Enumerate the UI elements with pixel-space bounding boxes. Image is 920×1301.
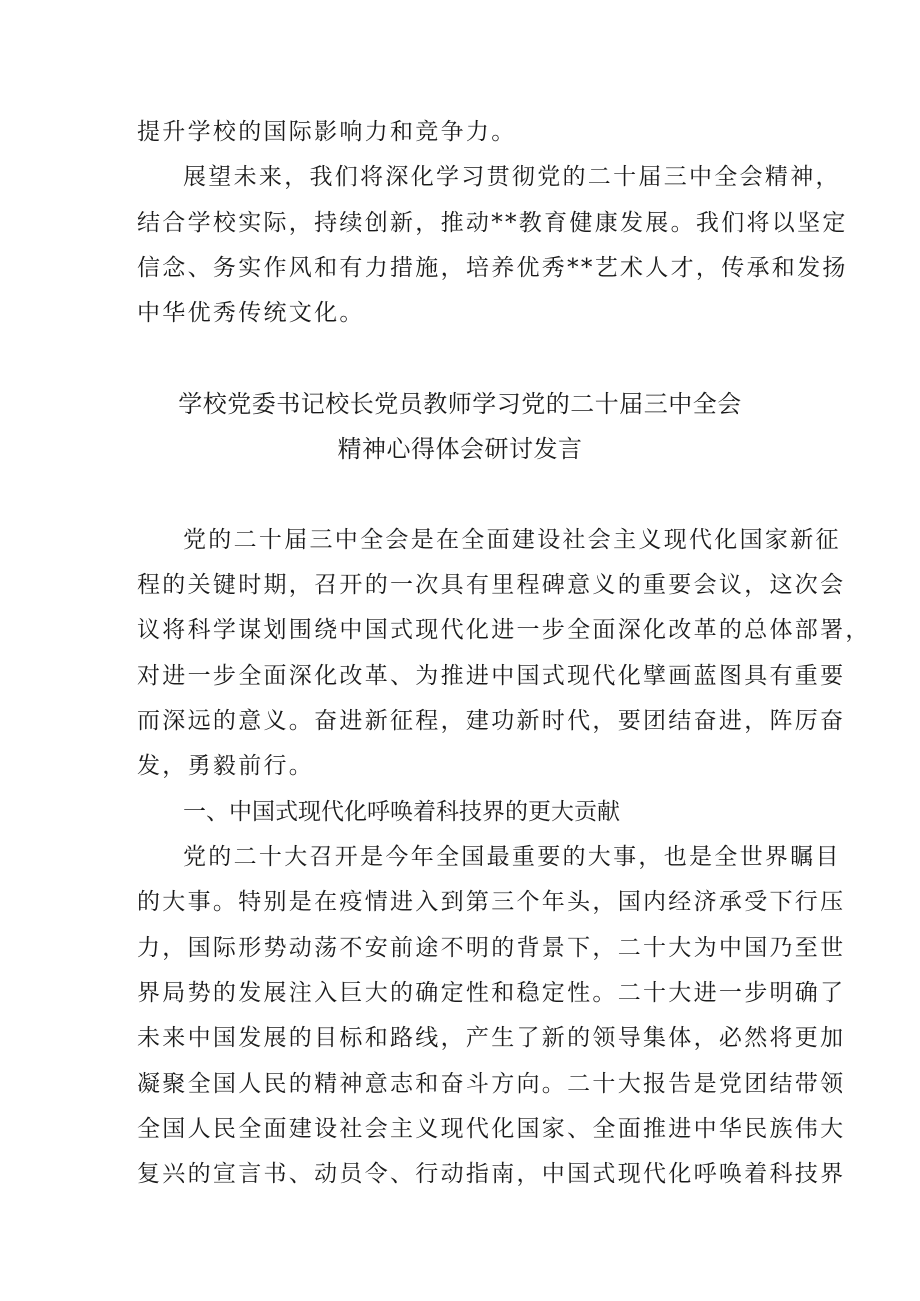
paragraph1-line-5: 而深远的意义。奋进新征程，建功新时代，要团结奋进，阵厉奋 [137, 708, 846, 734]
intro-line-1: 提升学校的国际影响力和竞争力。 [137, 119, 517, 145]
paragraph2-line-2: 的大事。特别是在疫情进入到第三个年头，国内经济承受下行压 [137, 889, 846, 915]
intro-line-3: 结合学校实际，持续创新，推动**教育健康发展。我们将以坚定 [137, 210, 848, 236]
paragraph1-line-2: 程的关键时期，召开的一次具有里程碑意义的重要会议，这次会 [137, 572, 846, 598]
intro-line-5: 中华优秀传统文化。 [137, 300, 365, 326]
paragraph2-line-6: 凝聚全国人民的精神意志和奋斗方向。二十大报告是党团结带领 [137, 1071, 846, 1097]
section-heading: 一、中国式现代化呼唤着科技界的更大贡献 [183, 799, 620, 825]
document-title-line-2: 精神心得体会研讨发言 [337, 435, 583, 463]
paragraph2-line-3: 力，国际形势动荡不安前途不明的背景下，二十大为中国乃至世 [137, 935, 846, 961]
paragraph2-line-7: 全国人民全面建设社会主义现代化国家、全面推进中华民族伟大 [137, 1116, 846, 1142]
document-title-line-1: 学校党委书记校长党员教师学习党的二十届三中全会 [178, 390, 742, 418]
paragraph2-line-5: 未来中国发展的目标和路线，产生了新的领导集体，必然将更加 [137, 1025, 846, 1051]
paragraph1-line-4: 对进一步全面深化改革、为推进中国式现代化擘画蓝图具有重要 [137, 663, 846, 689]
paragraph2-line-1: 党的二十大召开是今年全国最重要的大事，也是全世界瞩目 [183, 844, 841, 870]
paragraph2-line-4: 界局势的发展注入巨大的确定性和稳定性。二十大进一步明确了 [137, 980, 846, 1006]
paragraph2-line-8: 复兴的宣言书、动员令、行动指南，中国式现代化呼唤着科技界 [137, 1161, 846, 1187]
intro-line-2: 展望未来，我们将深化学习贯彻党的二十届三中全会精神， [183, 164, 841, 190]
paragraph1-line-1: 党的二十届三中全会是在全面建设社会主义现代化国家新征 [183, 527, 841, 553]
paragraph1-line-3: 议将科学谋划围绕中国式现代化进一步全面深化改革的总体部署， [137, 617, 871, 643]
intro-line-4: 信念、务实作风和有力措施，培养优秀**艺术人才，传承和发扬 [137, 255, 848, 281]
paragraph1-line-6: 发，勇毅前行。 [137, 753, 315, 779]
